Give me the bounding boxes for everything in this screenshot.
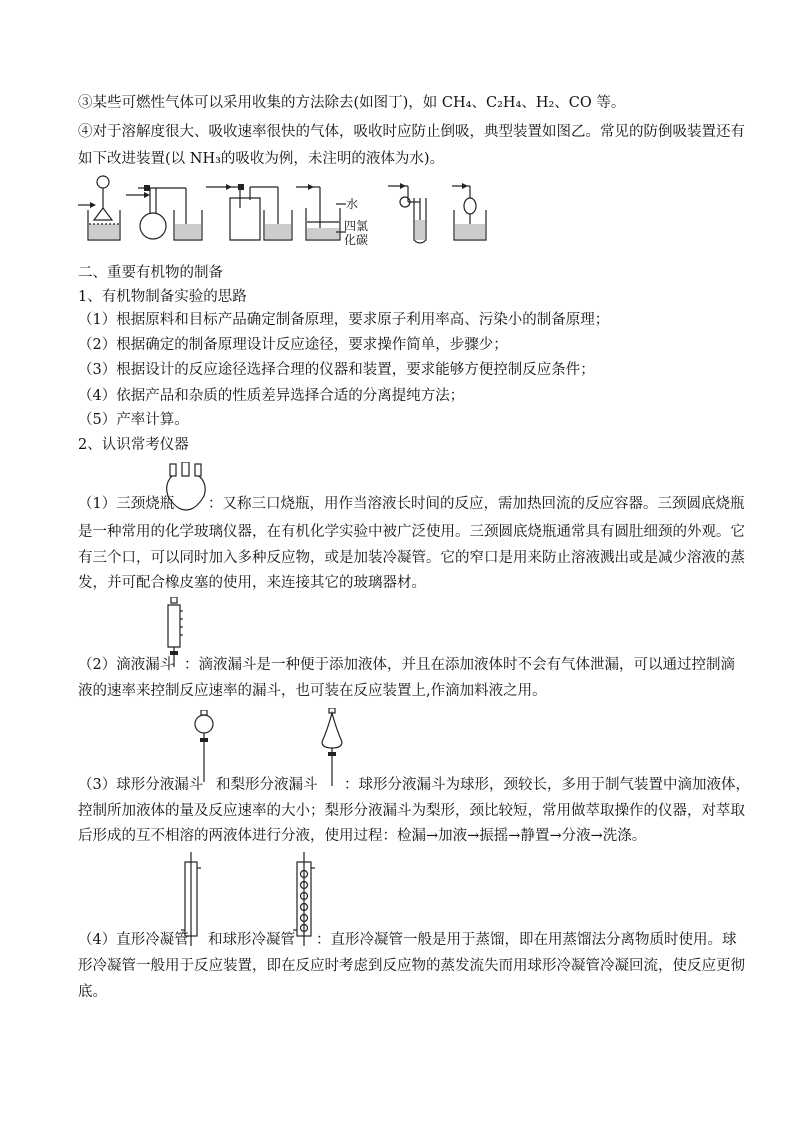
step-5: （5）产率计算。 bbox=[78, 412, 189, 428]
i3-line2: 控制所加液体的量及反应速率的大小；梨形分液漏斗为梨形，颈比较短，常用做萃取操作的仪器，对萃取 bbox=[78, 803, 745, 819]
i4-line2: 形冷凝管一般用于反应装置，即在反应时考虑到反应物的蒸发流失而用球形冷凝管冷凝回流，使反应更彻 bbox=[78, 958, 745, 974]
i1-prefix: （1）三颈烧瓶 bbox=[78, 496, 175, 512]
i3-line1: ：球形分液漏斗为球形，颈较长，多用于制气装置中滴加液体， bbox=[344, 777, 750, 793]
label-ccl4-2: 化碳 bbox=[344, 233, 369, 247]
apparatus-drying-bulb bbox=[452, 183, 486, 240]
i4-line3: 底。 bbox=[78, 984, 107, 1000]
i3-prefix: （3）球形分液漏斗 bbox=[78, 777, 204, 793]
i3-line3: 后形成的互不相溶的两液体进行分液，使用过程：检漏→加液→振摇→静置→分液→洗涤。 bbox=[78, 828, 647, 844]
i3-mid: 和梨形分液漏斗 bbox=[216, 777, 318, 793]
pear-separatory-funnel-icon bbox=[318, 708, 346, 788]
label-water: 水 bbox=[346, 197, 359, 211]
subheading-2: 2、认识常考仪器 bbox=[78, 437, 189, 453]
spherical-separatory-funnel-icon bbox=[193, 710, 215, 784]
section-heading: 二、重要有机物的制备 bbox=[78, 265, 223, 281]
i2-line2: 液的速率来控制反应速率的漏斗，也可装在反应装置上,作滴加料液之用。 bbox=[78, 683, 547, 699]
i2-prefix: （2）滴液漏斗 bbox=[78, 657, 175, 673]
apparatus-gas-bottle bbox=[206, 184, 292, 240]
bulb-condenser-icon bbox=[292, 852, 316, 946]
label-ccl4-1: 四氯 bbox=[344, 219, 369, 233]
subheading-1: 1、有机物制备实验的思路 bbox=[78, 289, 247, 305]
item4-line2: 如下改进装置(以 NH₃的吸收为例，未注明的液体为水)。 bbox=[78, 151, 445, 167]
step-1: （1）根据原料和目标产品确定制备原理，要求原子利用率高、污染小的制备原理； bbox=[78, 312, 610, 328]
apparatus-bulb-test-tube bbox=[388, 183, 426, 243]
item3-text: ③某些可燃性气体可以采用收集的方法除去(如图丁)，如 CH₄、C₂H₄、H₂、CO 等。 bbox=[78, 95, 626, 111]
apparatus-inverted-funnel bbox=[78, 176, 120, 240]
three-neck-flask-icon bbox=[162, 462, 210, 512]
i1-line2: 是一种常用的化学玻璃仪器，在有机化学实验中被广泛使用。三颈圆底烧瓶通常具有圆肚细颈的外观。它 bbox=[78, 524, 745, 540]
item4-line1: ④对于溶解度很大、吸收速率很快的气体，吸收时应防止倒吸，典型装置如图乙。常见的防倒吸装置还有 bbox=[78, 124, 745, 140]
step-3: （3）根据设计的反应途径选择合理的仪器和装置，要求能够方便控制反应条件； bbox=[78, 362, 595, 378]
i4-prefix: （4）直形冷凝管 bbox=[78, 932, 189, 948]
step-4: （4）依据产品和杂质的性质差异选择合适的分离提纯方法； bbox=[78, 388, 465, 404]
anti-suckback-apparatus-figure bbox=[78, 168, 738, 248]
apparatus-round-flask bbox=[126, 185, 202, 240]
i1-line4: 发，并可配合橡皮塞的使用，来连接其它的玻璃器材。 bbox=[78, 575, 426, 591]
i1-line1: ：又称三口烧瓶，用作当溶液长时间的反应，需加热回流的反应容器。三颈圆底烧瓶 bbox=[208, 496, 745, 512]
i1-line3: 有三个口，可以同时加入多种反应物，或是加装冷凝管。它的窄口是用来防止溶液溅出或是减少溶液的蒸 bbox=[78, 550, 745, 566]
i2-line1: ：滴液漏斗是一种便于添加液体，并且在添加液体时不会有气体泄漏，可以通过控制滴 bbox=[184, 657, 735, 673]
apparatus-ccl4-layer bbox=[296, 184, 368, 247]
i4-line1: ：直形冷凝管一般是用于蒸馏，即在用蒸馏法分离物质时使用。球 bbox=[316, 932, 737, 948]
i4-mid: 和球形冷凝管 bbox=[208, 932, 295, 948]
step-2: （2）根据确定的制备原理设计反应途径，要求操作简单，步骤少； bbox=[78, 337, 508, 353]
